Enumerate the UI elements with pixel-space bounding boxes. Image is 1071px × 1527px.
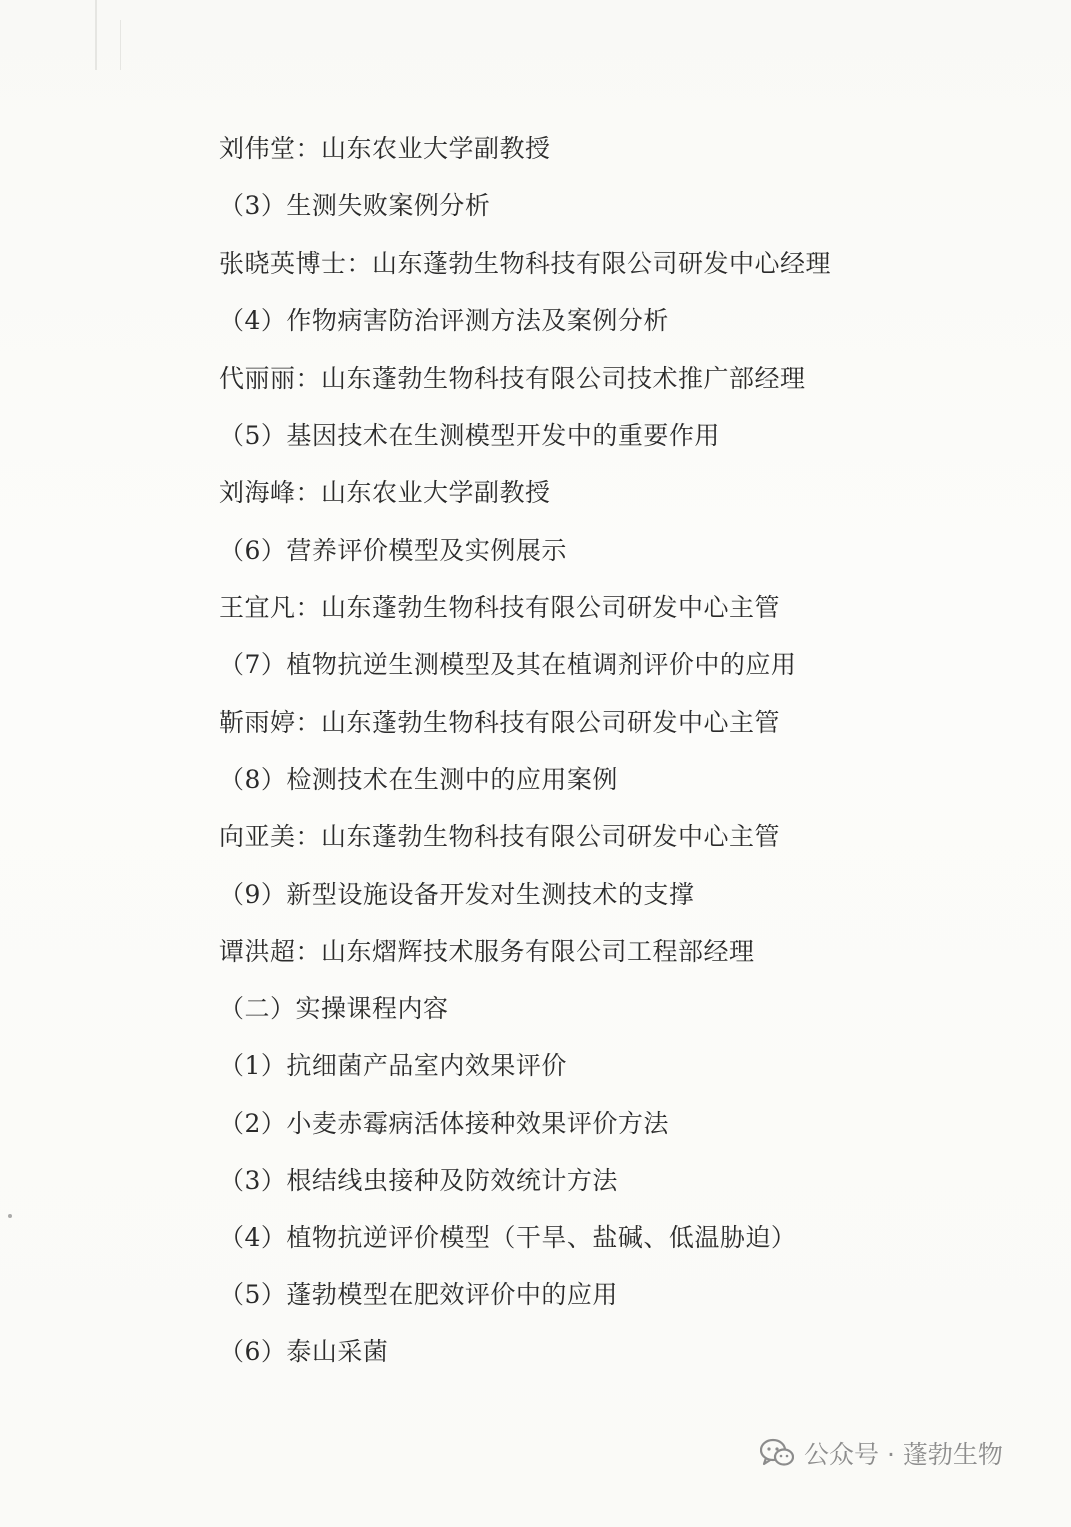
text-line: （3）根结线虫接种及防效统计方法 <box>219 1166 618 1195</box>
scan-smudge <box>120 20 121 70</box>
text-line: 刘伟堂：山东农业大学副教授 <box>219 134 551 163</box>
text-line: （8）检测技术在生测中的应用案例 <box>219 765 618 794</box>
text-line: （5）蓬勃模型在肥效评价中的应用 <box>219 1280 618 1309</box>
text-line: （9）新型设施设备开发对生测技术的支撑 <box>219 880 695 909</box>
text-line: （4）植物抗逆评价模型（干旱、盐碱、低温胁迫） <box>219 1223 797 1252</box>
text-line: （6）泰山采菌 <box>219 1337 389 1366</box>
scan-dot <box>8 1214 12 1218</box>
text-line: （7）植物抗逆生测模型及其在植调剂评价中的应用 <box>219 650 797 679</box>
section-heading: （二）实操课程内容 <box>219 994 449 1023</box>
text-line: 靳雨婷：山东蓬勃生物科技有限公司研发中心主管 <box>219 708 781 737</box>
text-line: （3）生测失败案例分析 <box>219 191 491 220</box>
scan-smudge <box>95 0 97 70</box>
watermark-text: 公众号 · 蓬勃生物 <box>804 1440 1003 1469</box>
text-line: （5）基因技术在生测模型开发中的重要作用 <box>219 421 720 450</box>
text-line: 刘海峰：山东农业大学副教授 <box>219 478 551 507</box>
text-line: （2）小麦赤霉病活体接种效果评价方法 <box>219 1109 669 1138</box>
text-line: 王宜凡：山东蓬勃生物科技有限公司研发中心主管 <box>219 593 781 622</box>
text-line: 向亚美：山东蓬勃生物科技有限公司研发中心主管 <box>219 822 781 851</box>
wechat-icon <box>760 1438 794 1468</box>
text-line: 张晓英博士：山东蓬勃生物科技有限公司研发中心经理 <box>219 249 832 278</box>
text-line: （4）作物病害防治评测方法及案例分析 <box>219 306 669 335</box>
text-line: （1）抗细菌产品室内效果评价 <box>219 1051 567 1080</box>
wechat-watermark <box>760 1433 1003 1473</box>
text-line: 谭洪超：山东熠辉技术服务有限公司工程部经理 <box>219 937 755 966</box>
text-line: （6）营养评价模型及实例展示 <box>219 536 567 565</box>
text-line: 代丽丽：山东蓬勃生物科技有限公司技术推广部经理 <box>219 364 806 393</box>
